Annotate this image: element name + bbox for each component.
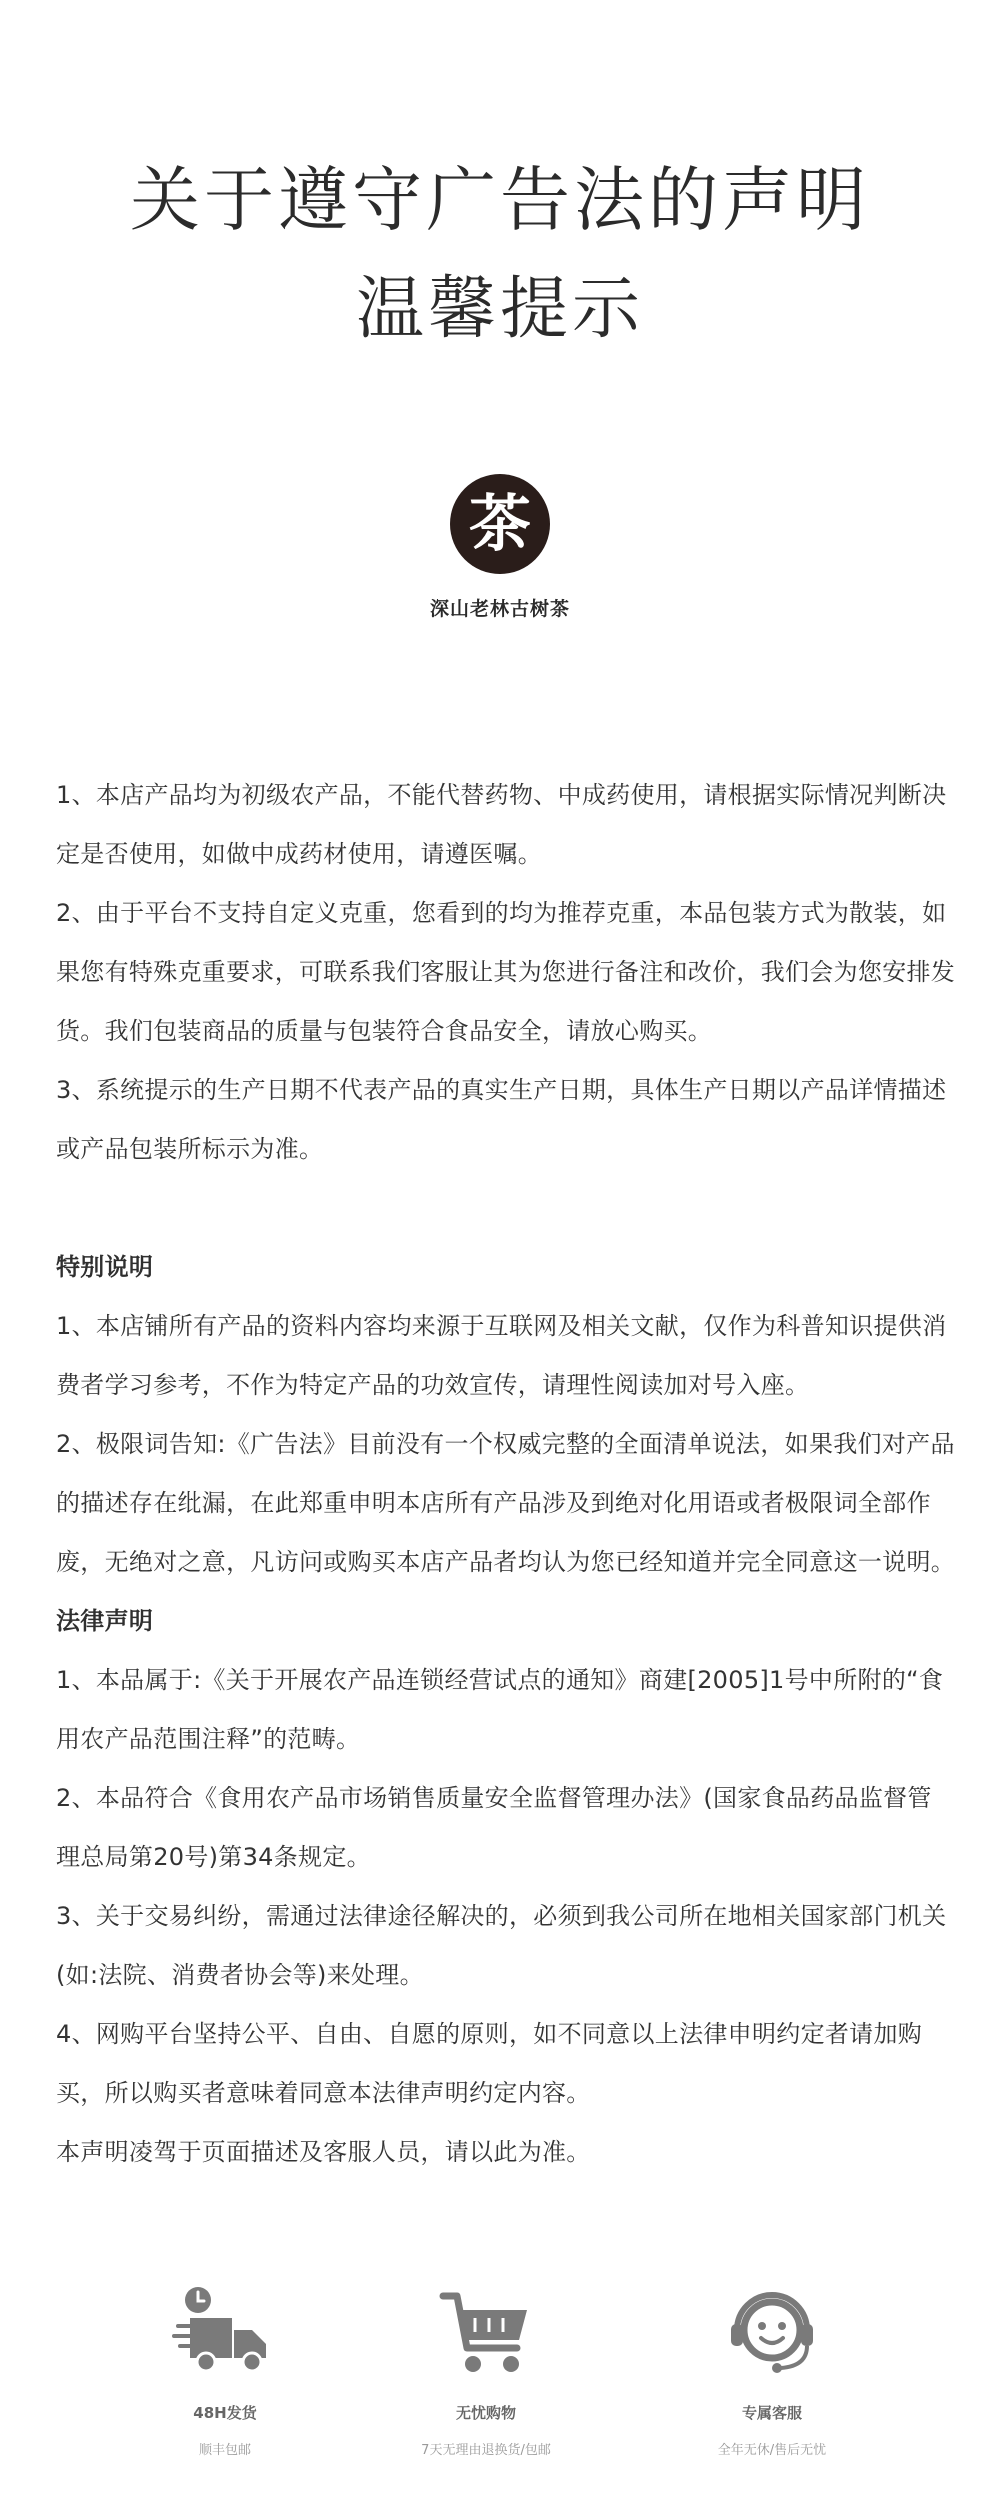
service-label: 专属客服 <box>741 2404 802 2422</box>
legal-closing: 本声明凌驾于页面描述及客服人员，请以此为准。 <box>56 2138 591 2166</box>
service-support <box>642 2278 902 2458</box>
notice-1: 1、本店产品均为初级农产品，不能代替药物、中成药使用，请根据实际情况判断决定是否使用，如做中成药材使用，请遵医嘱。 <box>56 781 947 868</box>
legal-1: 1、本品属于:《关于开展农产品连锁经营试点的通知》商建[2005]1号中所附的“食用农产品范围注释”的范畴。 <box>56 1666 944 1753</box>
logo-glyph: 茶 <box>468 487 531 560</box>
special-heading: 特别说明 <box>56 1253 154 1281</box>
shopping-cart-icon <box>431 2278 541 2388</box>
service-label: 48H发货 <box>193 2404 257 2422</box>
page-subtitle: 温馨提示 <box>355 270 644 349</box>
service-label: 无忧购物 <box>455 2404 516 2422</box>
special-2: 2、极限词告知:《广告法》目前没有一个权威完整的全面清单说法，如果我们对产品的描述存在纰漏，在此郑重申明本店所有产品涉及到绝对化用语或者极限词全部作废，无绝对之意，凡访问或购买本店产品者均认为您已经知道并完全同意这一说明。 <box>56 1430 956 1576</box>
section-spacer <box>56 1179 956 1238</box>
service-note: 全年无休/售后无忧 <box>717 2443 827 2458</box>
service-badges <box>0 2278 1000 2478</box>
legal-2: 2、本品符合《食用农产品市场销售质量安全监督管理办法》(国家食品药品监督管理总局第20号)第34条规定。 <box>56 1784 932 1871</box>
service-shipping <box>95 2278 355 2458</box>
notice-2: 2、由于平台不支持自定义克重，您看到的均为推荐克重，本品包装方式为散装，如果您有特殊克重要求，可联系我们客服让其为您进行备注和改价，我们会为您安排发货。我们包装商品的质量与包装符合食品安全，请放心购买。 <box>56 899 956 1045</box>
statement-content <box>56 766 956 2182</box>
legal-3: 3、关于交易纠纷，需通过法律途径解决的，必须到我公司所在地相关国家部门机关(如:法院、消费者协会等)来处理。 <box>56 1902 947 1989</box>
brand-name: 深山老林古树茶 <box>429 598 570 620</box>
service-note: 7天无理由退换货/包邮 <box>421 2443 551 2458</box>
delivery-truck-icon <box>170 2278 280 2388</box>
brand-logo <box>450 474 550 574</box>
special-1: 1、本店铺所有产品的资料内容均来源于互联网及相关文献，仅作为科普知识提供消费者学习参考，不作为特定产品的功效宣传，请理性阅读加对号入座。 <box>56 1312 947 1399</box>
customer-service-icon <box>717 2278 827 2388</box>
notice-3: 3、系统提示的生产日期不代表产品的真实生产日期，具体生产日期以产品详情描述或产品包装所标示为准。 <box>56 1076 947 1163</box>
service-note: 顺丰包邮 <box>198 2443 251 2458</box>
legal-4: 4、网购平台坚持公平、自由、自愿的原则，如不同意以上法律申明约定者请加购买，所以购买者意味着同意本法律声明约定内容。 <box>56 2020 923 2107</box>
legal-heading: 法律声明 <box>56 1607 154 1635</box>
service-shopping <box>356 2278 616 2458</box>
page-title: 关于遵守广告法的声明 <box>130 159 870 241</box>
